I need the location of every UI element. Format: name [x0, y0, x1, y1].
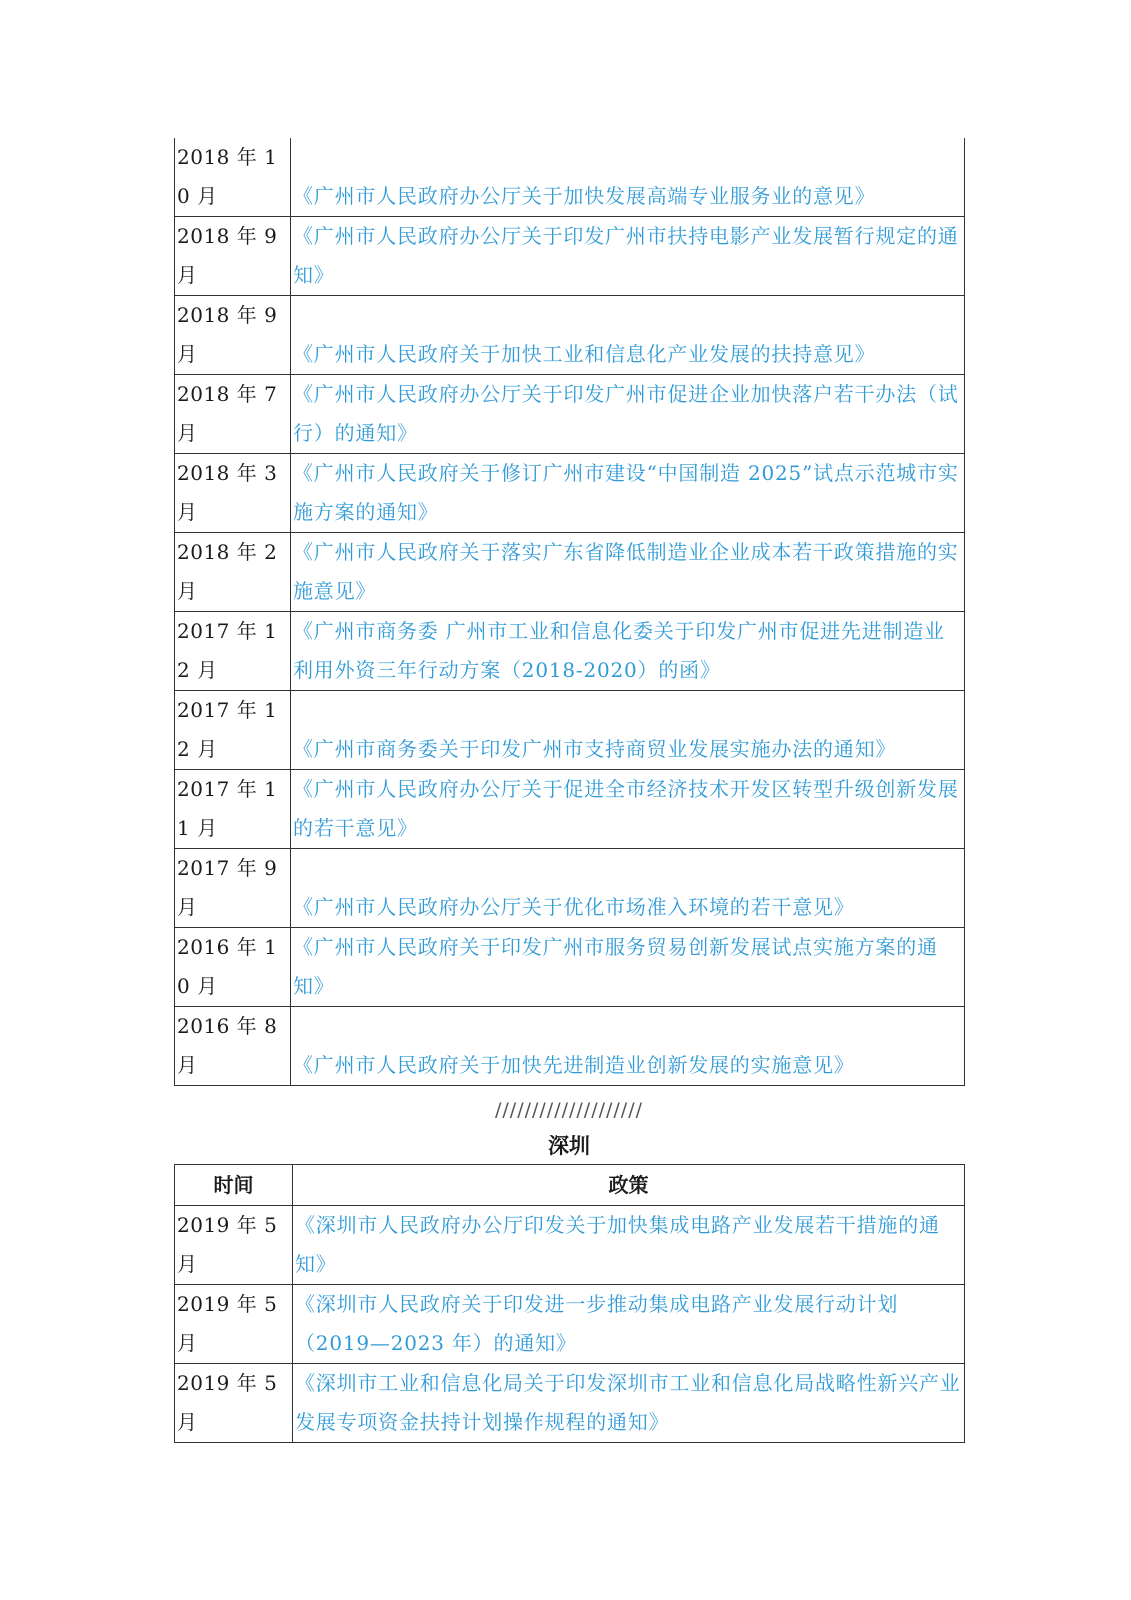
date-cell: 2019 年 5 月 [175, 1206, 293, 1285]
date-cell: 2017 年 9 月 [175, 849, 291, 928]
date-cell: 2017 年 11 月 [175, 770, 291, 849]
table-row [175, 612, 965, 691]
table-row [175, 454, 965, 533]
date-cell: 2017 年 12 月 [175, 612, 291, 691]
policy-link[interactable]: 《深圳市工业和信息化局关于印发深圳市工业和信息化局战略性新兴产业发展专项资金扶持计划操作规程的通知》 [295, 1371, 961, 1434]
policy-cell [291, 296, 965, 375]
policy-cell [291, 138, 965, 217]
date-cell: 2016 年 10 月 [175, 928, 291, 1007]
table-row [175, 928, 965, 1007]
policy-link[interactable]: 《广州市人民政府办公厅关于印发广州市扶持电影产业发展暂行规定的通知》 [293, 224, 959, 287]
date-cell: 2018 年 3 月 [175, 454, 291, 533]
policy-cell [293, 1364, 965, 1443]
policy-link[interactable]: 《广州市人民政府办公厅关于加快发展高端专业服务业的意见》 [293, 184, 876, 208]
policy-cell [291, 770, 965, 849]
table-row [175, 1364, 965, 1443]
table-row [175, 138, 965, 217]
policy-cell [291, 217, 965, 296]
section-divider: //////////////////// [494, 1099, 644, 1121]
date-cell: 2019 年 5 月 [175, 1364, 293, 1443]
policy-cell [293, 1206, 965, 1285]
policy-link[interactable]: 《广州市人民政府办公厅关于促进全市经济技术开发区转型升级创新发展的若干意见》 [293, 777, 959, 840]
policy-cell [291, 375, 965, 454]
policy-cell [291, 612, 965, 691]
policy-link[interactable]: 《广州市人民政府办公厅关于印发广州市促进企业加快落户若干办法（试行）的通知》 [293, 382, 959, 445]
policy-link[interactable]: 《广州市人民政府关于加快工业和信息化产业发展的扶持意见》 [293, 342, 876, 366]
policy-link[interactable]: 《广州市人民政府关于落实广东省降低制造业企业成本若干政策措施的实施意见》 [293, 540, 959, 603]
policy-cell [291, 849, 965, 928]
date-cell: 2016 年 8 月 [175, 1007, 291, 1086]
date-cell: 2018 年 7 月 [175, 375, 291, 454]
policy-cell [291, 691, 965, 770]
date-cell: 2018 年 9 月 [175, 217, 291, 296]
table-row [175, 533, 965, 612]
table-header-row [175, 1165, 965, 1206]
table-row [175, 770, 965, 849]
policy-link[interactable]: 《广州市商务委关于印发广州市支持商贸业发展实施办法的通知》 [293, 737, 897, 761]
column-header-time: 时间 [175, 1165, 293, 1206]
table-row [175, 849, 965, 928]
table-row [175, 1285, 965, 1364]
date-cell: 2017 年 12 月 [175, 691, 291, 770]
policy-link[interactable]: 《广州市人民政府关于印发广州市服务贸易创新发展试点实施方案的通知》 [293, 935, 938, 998]
table-row [175, 217, 965, 296]
section-title-shenzhen: 深圳 [548, 1134, 590, 1158]
table-row [175, 375, 965, 454]
policy-link[interactable]: 《广州市人民政府办公厅关于优化市场准入环境的若干意见》 [293, 895, 855, 919]
policy-link[interactable]: 《深圳市人民政府办公厅印发关于加快集成电路产业发展若干措施的通知》 [295, 1213, 940, 1276]
date-cell: 2018 年 10 月 [175, 138, 291, 217]
table-row [175, 691, 965, 770]
date-cell: 2018 年 2 月 [175, 533, 291, 612]
column-header-policy: 政策 [293, 1165, 965, 1206]
table-row [175, 296, 965, 375]
policy-link[interactable]: 《广州市人民政府关于修订广州市建设“中国制造 2025”试点示范城市实施方案的通知》 [293, 461, 959, 524]
policy-link[interactable]: 《广州市商务委 广州市工业和信息化委关于印发广州市促进先进制造业利用外资三年行动方案（2018-2020）的函》 [293, 619, 945, 682]
guangzhou-policy-table [174, 138, 965, 1086]
shenzhen-policy-table [174, 1164, 965, 1443]
date-cell: 2018 年 9 月 [175, 296, 291, 375]
policy-link[interactable]: 《深圳市人民政府关于印发进一步推动集成电路产业发展行动计划（2019—2023 年）的通知》 [295, 1292, 899, 1355]
policy-link[interactable]: 《广州市人民政府关于加快先进制造业创新发展的实施意见》 [293, 1053, 855, 1077]
policy-cell [291, 1007, 965, 1086]
policy-cell [291, 533, 965, 612]
document-page [174, 138, 964, 1443]
table-row [175, 1007, 965, 1086]
policy-cell [291, 928, 965, 1007]
table-row [175, 1206, 965, 1285]
policy-cell [293, 1285, 965, 1364]
date-cell: 2019 年 5 月 [175, 1285, 293, 1364]
policy-cell [291, 454, 965, 533]
